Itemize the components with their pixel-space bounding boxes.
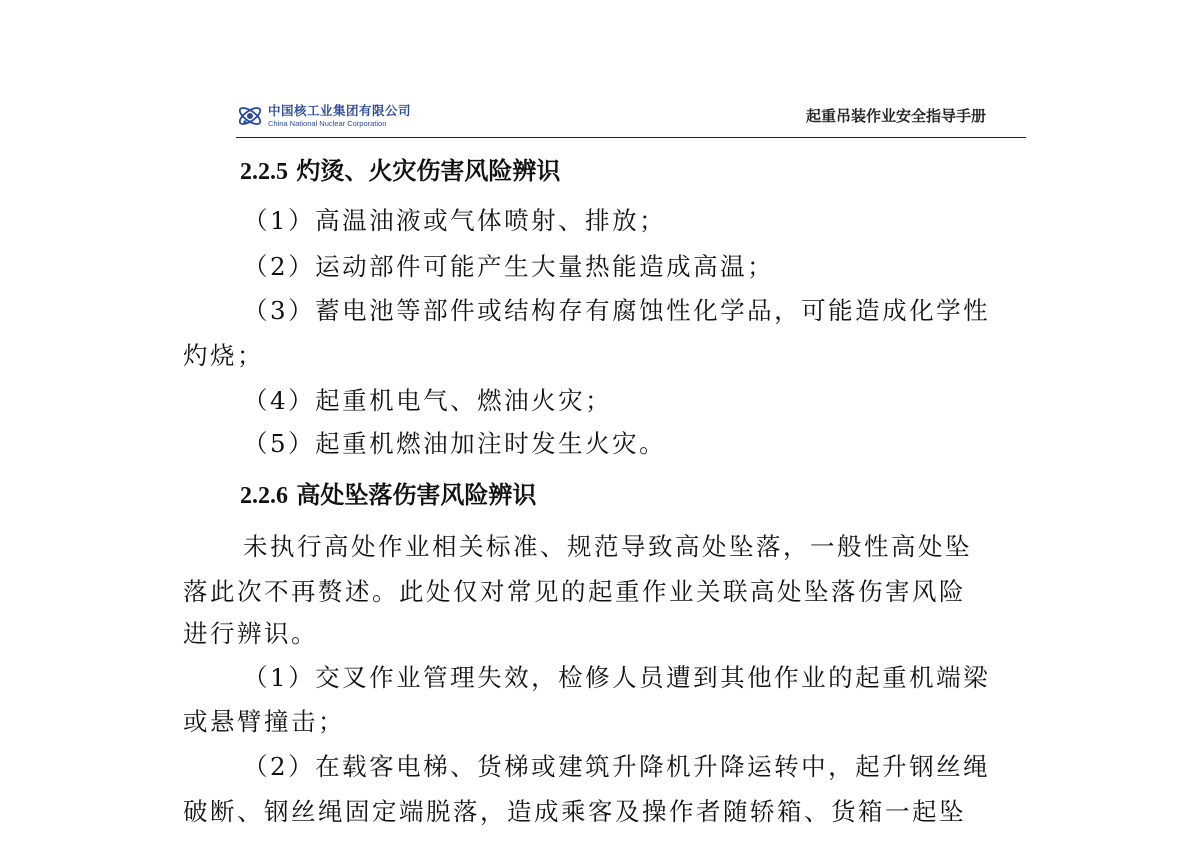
paragraph-line: （3）蓄电池等部件或结构存有腐蚀性化学品，可能造成化学性 — [243, 296, 991, 325]
paragraph-line: （5）起重机燃油加注时发生火灾。 — [243, 429, 667, 458]
company-name-en: China National Nuclear Corporation — [268, 119, 387, 128]
company-logo — [236, 100, 411, 132]
section-title: 高处坠落伤害风险辨识 — [296, 481, 537, 509]
paragraph-line: 或悬臂撞击； — [183, 707, 345, 736]
paragraph-line: 未执行高处作业相关标准、规范导致高处坠落，一般性高处坠 — [243, 532, 972, 561]
page-header — [236, 96, 1026, 138]
section-heading-2-2-6 — [240, 480, 536, 511]
paragraph-line: 进行辨识。 — [183, 619, 318, 648]
paragraph-line: 破断、钢丝绳固定端脱落，造成乘客及操作者随轿箱、货箱一起坠 — [183, 797, 966, 826]
manual-title: 起重吊装作业安全指导手册 — [805, 107, 986, 125]
paragraph-line: （2）运动部件可能产生大量热能造成高温； — [243, 252, 775, 281]
paragraph-line: 落此次不再赘述。此处仅对常见的起重作业关联高处坠落伤害风险 — [183, 577, 966, 606]
paragraph-line: （1）交叉作业管理失效，检修人员遭到其他作业的起重机端梁 — [243, 663, 991, 692]
section-number: 2.2.5 — [240, 159, 288, 185]
header-divider — [236, 137, 1026, 138]
paragraph-line: （4）起重机电气、燃油火灾； — [243, 386, 613, 415]
atom-logo-icon — [236, 102, 264, 130]
paragraph-line: （2）在载客电梯、货梯或建筑升降机升降运转中，起升钢丝绳 — [243, 752, 991, 781]
section-heading-2-2-5 — [240, 156, 560, 187]
company-name-cn: 中国核工业集团有限公司 — [268, 102, 412, 118]
paragraph-line: 灼烧； — [183, 341, 264, 370]
paragraph-line: （1）高温油液或气体喷射、排放； — [243, 206, 667, 235]
section-number: 2.2.6 — [240, 483, 288, 509]
section-title: 灼烫、火灾伤害风险辨识 — [296, 157, 561, 185]
